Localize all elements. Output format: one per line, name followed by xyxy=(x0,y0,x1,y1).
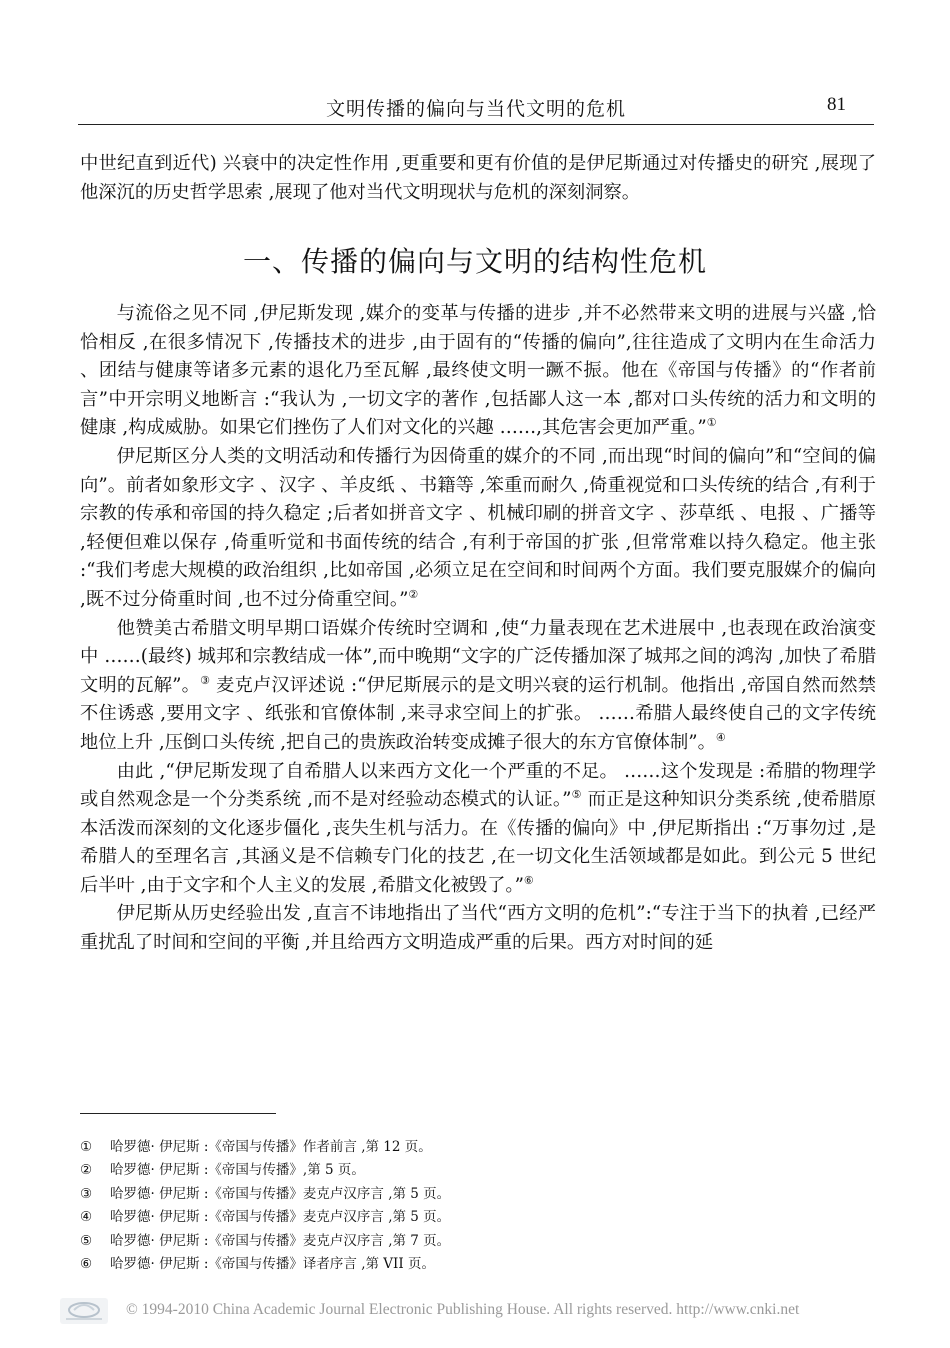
footnote-2 xyxy=(80,1159,876,1182)
footnote-ref-5[interactable]: ⑤ xyxy=(571,788,582,801)
footnote-mark: ① xyxy=(80,1139,93,1155)
paragraph-5: 伊尼斯从历史经验出发 ,直言不讳地指出了当代“西方文明的危机”:“专注于当下的执着 ,已经严重扰乱了时间和空间的平衡 ,并且给西方文明造成严重的后果。西方对时间的延 xyxy=(80,903,876,954)
footnote-ref-2[interactable]: ② xyxy=(408,587,419,601)
footnote-text: 哈罗德· 伊尼斯 :《帝国与传播》麦克卢汉序言 ,第 5 页。 xyxy=(110,1185,451,1202)
footnote-divider xyxy=(80,1113,276,1114)
running-title: 文明传播的偏向与当代文明的危机 xyxy=(325,98,626,120)
footnote-list xyxy=(80,1136,876,1276)
footnote-ref-6[interactable]: ⑥ xyxy=(523,873,534,887)
footnote-mark: ⑤ xyxy=(80,1232,93,1249)
page-number: 81 xyxy=(827,94,846,115)
footnote-mark: ② xyxy=(80,1162,93,1179)
intro-paragraph: 中世纪直到近代) 兴衰中的决定性作用 ,更重要和更有价值的是伊尼斯通过对传播史的研究 ,展现了他深沉的历史哲学思索 ,展现了他对当代文明现状与危机的深刻洞察。 xyxy=(80,153,876,203)
paragraph-1: 与流俗之见不同 ,伊尼斯发现 ,媒介的变革与传播的进步 ,并不必然带来文明的进展与兴盛 ,恰恰相反 ,在很多情况下 ,传播技术的进步 ,由于固有的“传播的偏向”,往往造成了文明内在生命活力 、团结与健康等诸多元素的退化乃至瓦解 ,最终使文明一蹶不振。他在《帝国与传播》的“作者前言”中开宗明义地断言 :“我认为 ,一切文字的著作 ,包括鄙人这一本 ,都对口头传统的活力和文明的健康 ,构成威胁。如果它们挫伤了人们对文化的兴趣 ……,其危害会更加严重。”① xyxy=(80,303,876,439)
paragraph-2: 伊尼斯区分人类的文明活动和传播行为因倚重的媒介的不同 ,而出现“时间的偏向”和“空间的偏向”。前者如象形文字 、汉字 、羊皮纸 、书籍等 ,笨重而耐久 ,倚重视觉和口头传统的结合 ,有利于宗教的传承和帝国的持久稳定 ;后者如拼音文字 、机械印刷的拼音文字 、莎草纸 、电报 、广播等 ,轻便但难以保存 ,倚重听觉和书面传统的结合 ,有利于帝国的扩张 ,但常常难以持久稳定。他主张 :“我们考虑大规模的政治组织 ,比如帝国 ,必须立足在空间和时间两个方面。我们要克服媒介的偏向 ,既不过分倚重时间 ,也不过分倚重空间。”② xyxy=(80,445,876,610)
footnote-mark: ③ xyxy=(80,1185,93,1202)
main-text xyxy=(80,300,876,958)
footnote-3 xyxy=(80,1183,876,1206)
running-header xyxy=(78,92,874,125)
paragraph-3: 他赞美古希腊文明早期口语媒介传统时空调和 ,使“力量表现在艺术进展中 ,也表现在政治演变中 ……(最终) 城邦和宗教结成一体”,而中晚期“文字的广泛传播加深了城邦之间的鸿沟 ,加快了希腊文明的瓦解”。③ 麦克卢汉评述说 :“伊尼斯展示的是文明兴衰的运行机制。他指出 ,帝国自然而然禁不住诱惑 ,要用文字 、纸张和官僚体制 ,来寻求空间上的扩张。 ……希腊人最终使自己的文字传统地位上升 ,压倒口头传统 ,把自己的贵族政治转变成摊子很大的东方官僚体制”。④ xyxy=(80,617,876,753)
footnote-text: 哈罗德· 伊尼斯 :《帝国与传播》麦克卢汉序言 ,第 7 页。 xyxy=(110,1232,451,1249)
footnote-ref-4[interactable]: ④ xyxy=(715,730,726,744)
cnki-logo-icon xyxy=(60,1298,108,1324)
footnote-text: 哈罗德· 伊尼斯 :《帝国与传播》,第 5 页。 xyxy=(110,1162,365,1179)
footnote-text: 哈罗德· 伊尼斯 :《帝国与传播》麦克卢汉序言 ,第 5 页。 xyxy=(110,1209,451,1226)
footnote-text: 哈罗德· 伊尼斯 :《帝国与传播》作者前言 ,第 12 页。 xyxy=(110,1139,432,1155)
footnote-1 xyxy=(80,1136,876,1159)
copyright-watermark xyxy=(60,1298,896,1326)
footnote-mark: ④ xyxy=(80,1209,93,1226)
footnote-ref-1[interactable]: ① xyxy=(706,416,717,430)
footnote-mark: ⑥ xyxy=(80,1256,93,1273)
footnote-4 xyxy=(80,1206,876,1229)
footnote-ref-3[interactable]: ③ xyxy=(200,673,211,687)
intro-text xyxy=(80,150,876,207)
footnote-6 xyxy=(80,1253,876,1276)
footnote-text: 哈罗德· 伊尼斯 :《帝国与传播》译者序言 ,第 VII 页。 xyxy=(110,1256,436,1273)
footnote-5 xyxy=(80,1230,876,1253)
section-title: 一、传播的偏向与文明的结构性危机 xyxy=(242,245,707,278)
paragraph-4: 由此 ,“伊尼斯发现了自希腊人以来西方文化一个严重的不足。 ……这个发现是 :希腊的物理学或自然观念是一个分类系统 ,而不是对经验动态模式的认证。”⑤ 而正是这种知识分类系统 ,使希腊原本活泼而深刻的文化逐步僵化 ,丧失生机与活力。在《传播的偏向》中 ,伊尼斯指出 :“万事勿过 ,是希腊人的至理名言 ,其涵义是不信赖专门化的技艺 ,在一切文化生活领域都是如此。到公元 5 世纪后半叶 ,由于文字和个人主义的发展 ,希腊文化被毁了。”⑥ xyxy=(80,760,877,896)
copyright-text: © 1994-2010 China Academic Journal Electronic Publishing House. All rights reserved. http://www.cnki.net xyxy=(126,1301,800,1318)
